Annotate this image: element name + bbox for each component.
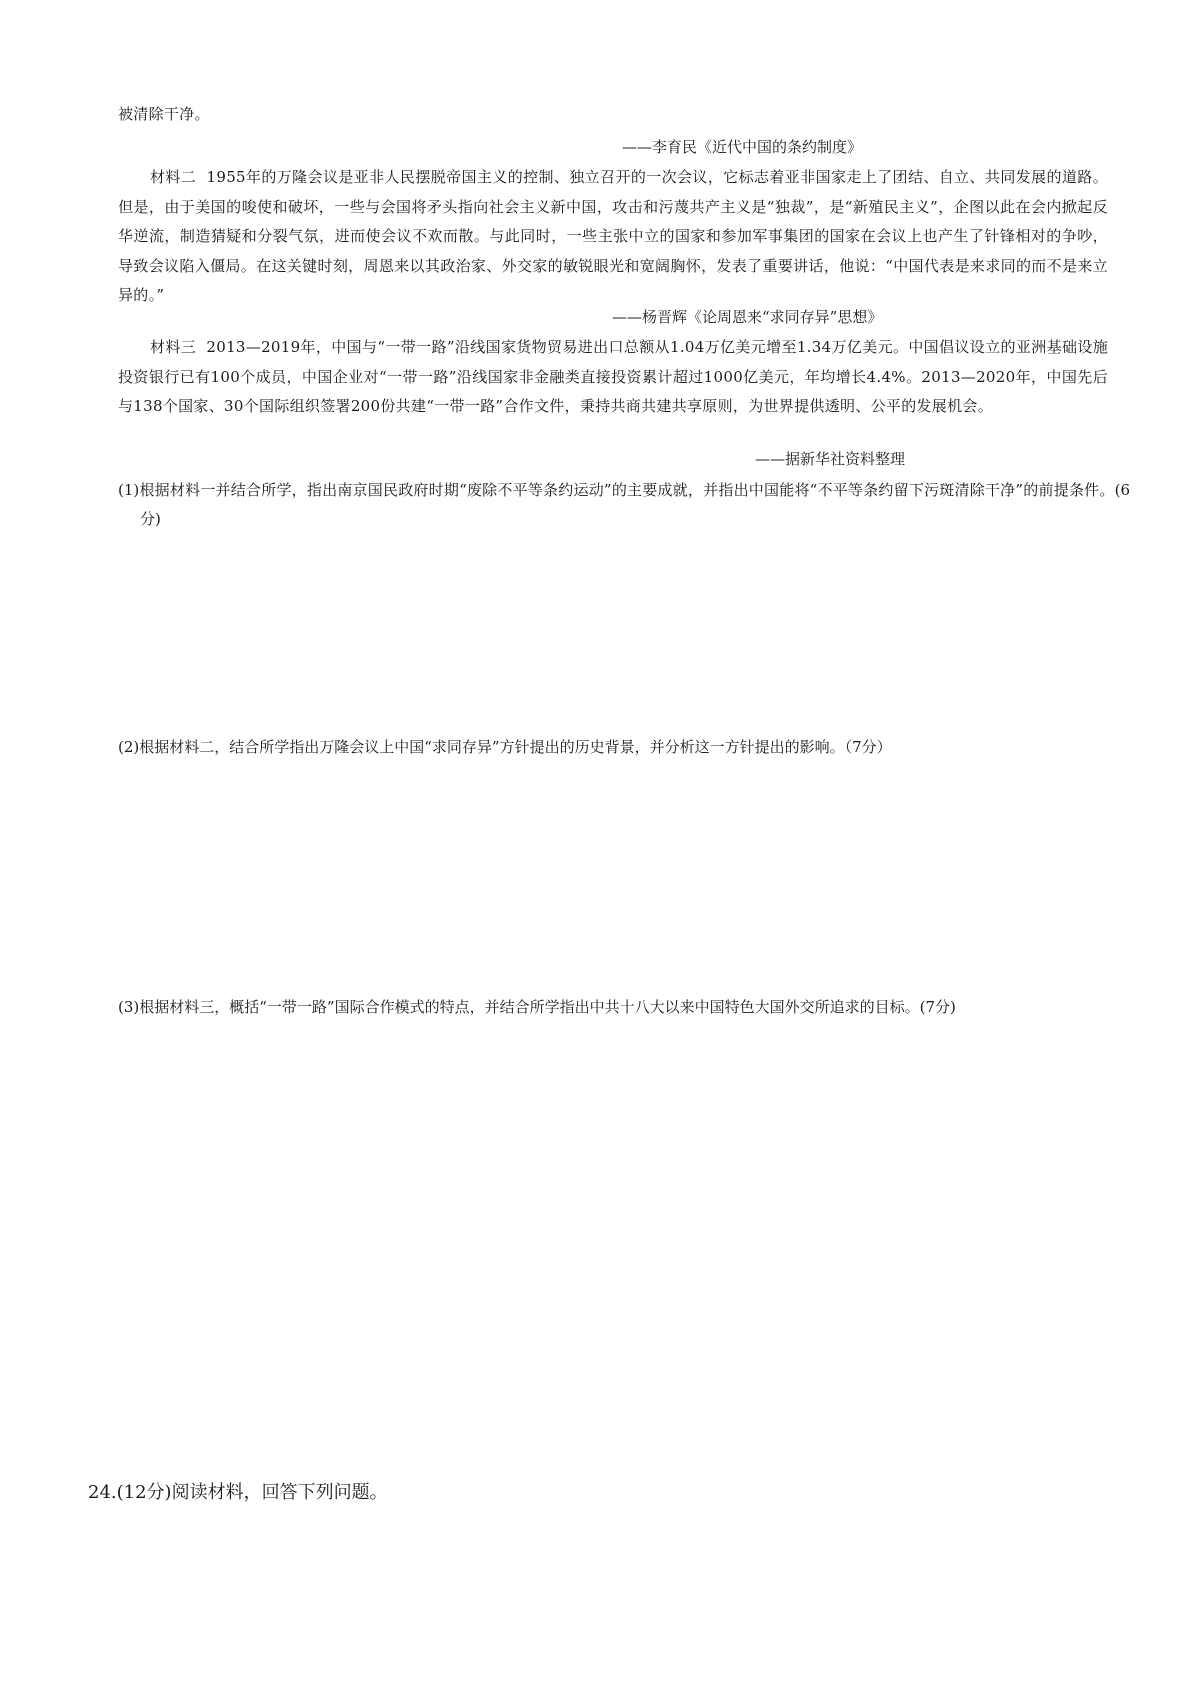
- question-1: (1)根据材料一并结合所学，指出南京国民政府时期“废除不平等条约运动”的主要成就，并指出中国能将“不平等条约留下污斑清除干净”的前提条件。(6分): [118, 481, 1130, 528]
- material-2-label: 材料二: [150, 168, 197, 186]
- carryover-text: 被清除干净。: [118, 105, 210, 123]
- material-3-label: 材料三: [150, 338, 197, 356]
- material-2-text: 1955年的万隆会议是亚非人民摆脱帝国主义的控制、独立召开的一次会议，它标志着亚非国家走上了团结、自立、共同发展的道路。但是，由于美国的唆使和破坏，一些与会国将矛头指向社会主义新中国，攻击和污蔑共产主义是“独裁”，是“新殖民主义”，企图以此在会内掀起反华逆流，制造猜疑和分裂气氛，进而使会议不欢而散。与此同时，一些主张中立的国家和参加军事集团的国家在会议上也产生了针锋相对的争吵，导致会议陷入僵局。在这关键时刻，周恩来以其政治家、外交家的敏锐眼光和宽阔胸怀，发表了重要讲话，他说：“中国代表是来求同的而不是来立异的。”: [118, 168, 1108, 304]
- material-2-source: ——杨晋辉《论周恩来“求同存异”思想》: [612, 308, 883, 326]
- material-3-text: 2013—2019年，中国与“一带一路”沿线国家货物贸易进出口总额从1.04万亿美元增至1.34万亿美元。中国倡议设立的亚洲基础设施投资银行已有100个成员，中国企业对“一带一路”沿线国家非金融类直接投资累计超过1000亿美元，年均增长4.4%。2013—2020年，中国先后与138个国家、30个国际组织签署200份共建“一带一路”合作文件，秉持共商共建共享原则，为世界提供透明、公平的发展机会。: [118, 338, 1109, 415]
- question-2: (2)根据材料二，结合所学指出万隆会议上中国“求同存异”方针提出的历史背景，并分析这一方针提出的影响。（7分）: [118, 738, 892, 756]
- material-3-paragraph: [118, 333, 1108, 422]
- material-3-source: ——据新华社资料整理: [755, 450, 906, 468]
- material-2-paragraph: [118, 163, 1108, 311]
- material-1-source: ——李育民《近代中国的条约制度》: [622, 138, 863, 156]
- question-3: (3)根据材料三，概括“一带一路”国际合作模式的特点，并结合所学指出中共十八大以来中国特色大国外交所追求的目标。(7分): [118, 998, 956, 1016]
- question-24-heading: 24.(12分)阅读材料，回答下列问题。: [88, 1482, 388, 1503]
